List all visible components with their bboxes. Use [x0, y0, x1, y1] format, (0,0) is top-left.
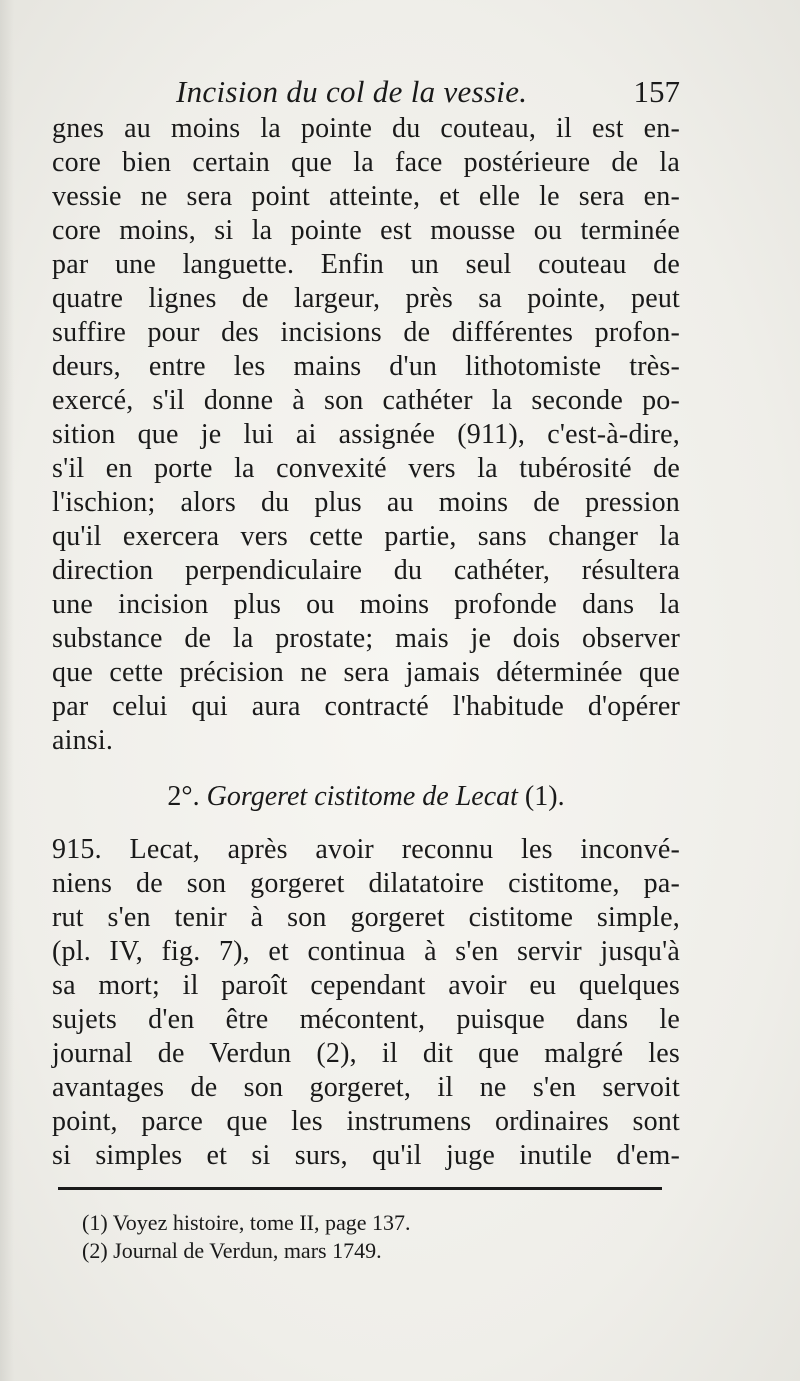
page-number: 157	[633, 74, 680, 109]
section-heading	[52, 780, 680, 814]
text-line: par une languette. Enfin un seul couteau de	[52, 249, 680, 280]
footnote-rule	[58, 1187, 662, 1190]
text-line: sa mort; il paroît cependant avoir eu quelques	[52, 970, 680, 1001]
text-line: direction perpendiculaire du cathéter, résultera	[52, 555, 680, 586]
text-line: que cette précision ne sera jamais déterminée que	[52, 657, 680, 688]
text-line: qu'il exercera vers cette partie, sans changer la	[52, 521, 680, 552]
text-line: une incision plus ou moins profonde dans la	[52, 589, 680, 620]
text-line: s'il en porte la convexité vers la tubérosité de	[52, 453, 680, 484]
text-line: point, parce que les instrumens ordinaires sont	[52, 1106, 680, 1137]
paragraph-915	[52, 833, 680, 1173]
footnote: (1) Voyez histoire, tome II, page 137.	[82, 1210, 411, 1235]
text-line: ainsi.	[52, 725, 114, 756]
text-line: gnes au moins la pointe du couteau, il est en-	[52, 113, 680, 144]
text-line: avantages de son gorgeret, il ne s'en servoit	[52, 1072, 680, 1103]
text-line: core bien certain que la face postérieure de la	[52, 147, 680, 178]
page-header	[176, 74, 680, 114]
text-line: core moins, si la pointe est mousse ou terminée	[52, 215, 680, 246]
text-line: l'ischion; alors du plus au moins de pression	[52, 487, 680, 518]
text-line: par celui qui aura contracté l'habitude d'opérer	[52, 691, 680, 722]
text-line: (pl. IV, fig. 7), et continua à s'en servir jusqu'à	[52, 936, 680, 967]
running-head: Incision du col de la vessie.	[176, 74, 528, 109]
page-gutter-shadow	[0, 0, 14, 1381]
footnotes	[82, 1209, 642, 1265]
text-line: quatre lignes de largeur, près sa pointe, peut	[52, 283, 680, 314]
text-line: sition que je lui ai assignée (911), c'est-à-dire,	[52, 419, 680, 450]
text-line: exercé, s'il donne à son cathéter la seconde po-	[52, 385, 680, 416]
paragraph-continued	[52, 112, 680, 758]
section-number: 2°.	[167, 781, 200, 812]
text-line: 915. Lecat, après avoir reconnu les inconvé-	[52, 834, 680, 865]
text-line: substance de la prostate; mais je dois observer	[52, 623, 680, 654]
footnote: (2) Journal de Verdun, mars 1749.	[82, 1238, 382, 1263]
footnote-ref: (1).	[524, 781, 565, 812]
text-line: vessie ne sera point atteinte, et elle le sera en-	[52, 181, 680, 212]
text-line: si simples et si surs, qu'il juge inutile d'em-	[52, 1140, 680, 1171]
text-line: deurs, entre les mains d'un lithotomiste très-	[52, 351, 680, 382]
text-line: rut s'en tenir à son gorgeret cistitome simple,	[52, 902, 680, 933]
text-line: niens de son gorgeret dilatatoire cistitome, pa-	[52, 868, 680, 899]
section-title: Gorgeret cistitome de Lecat	[206, 781, 518, 812]
text-line: sujets d'en être mécontent, puisque dans le	[52, 1004, 680, 1035]
text-line: suffire pour des incisions de différentes profon-	[52, 317, 680, 348]
text-line: journal de Verdun (2), il dit que malgré les	[52, 1038, 680, 1069]
